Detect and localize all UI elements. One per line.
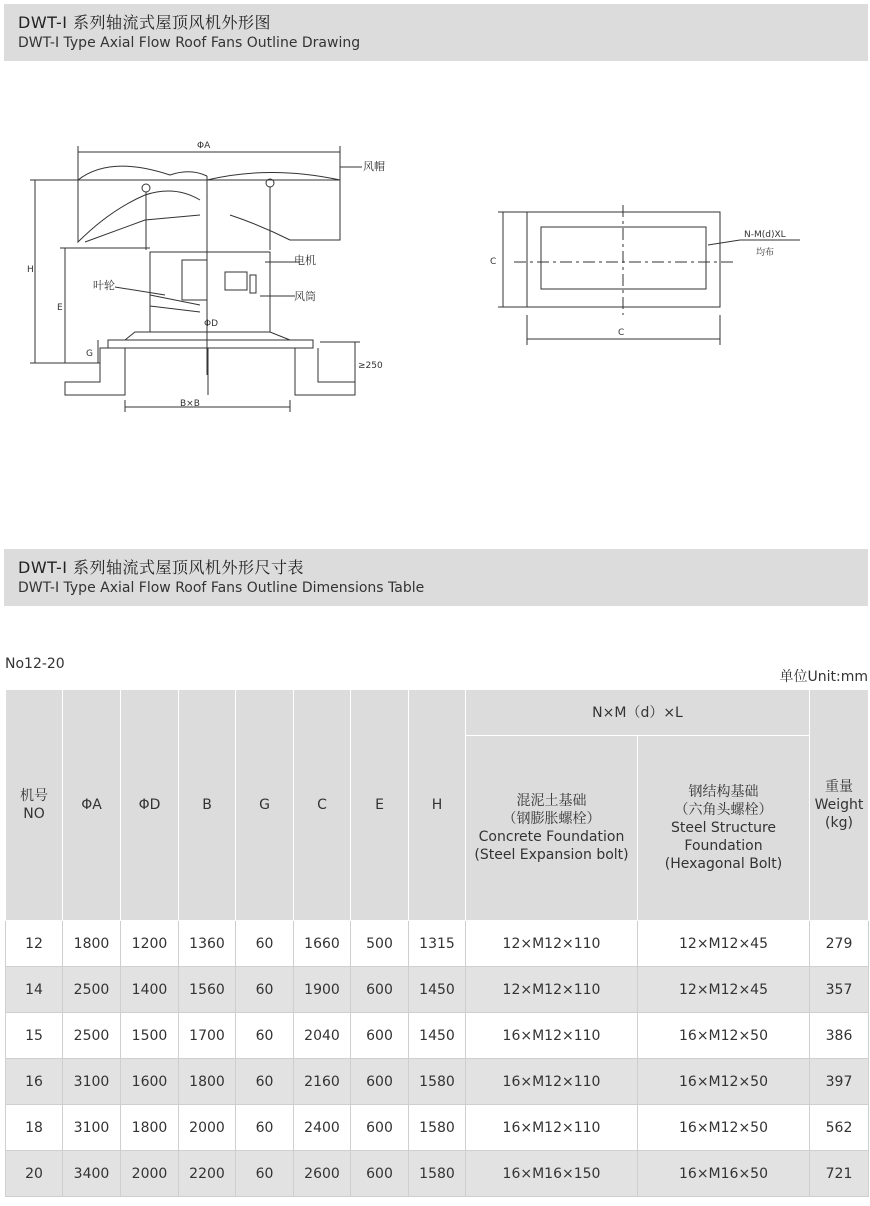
header-phi-d: ΦD bbox=[121, 690, 179, 921]
cell-e: 600 bbox=[351, 967, 409, 1013]
cell-e: 600 bbox=[351, 1013, 409, 1059]
fan-outline-drawing bbox=[0, 120, 870, 420]
cell-b: 1560 bbox=[179, 967, 236, 1013]
cell-weight: 397 bbox=[810, 1059, 869, 1105]
cell-c: 2040 bbox=[294, 1013, 351, 1059]
label-h: H bbox=[27, 265, 34, 275]
section-title-cn: DWT-I 系列轴流式屋顶风机外形尺寸表 bbox=[18, 558, 305, 577]
cell-e: 500 bbox=[351, 921, 409, 967]
cell-concrete: 16×M16×150 bbox=[466, 1151, 638, 1197]
label-e: E bbox=[57, 303, 63, 313]
table-row bbox=[6, 1151, 869, 1197]
section-header-outline-drawing bbox=[4, 4, 868, 61]
cell-steel: 16×M12×50 bbox=[638, 1059, 810, 1105]
header-g: G bbox=[236, 690, 294, 921]
table-row bbox=[6, 1059, 869, 1105]
cell-c: 2160 bbox=[294, 1059, 351, 1105]
section-title-cn: DWT-I 系列轴流式屋顶风机外形图 bbox=[18, 13, 272, 32]
label-duct: 风筒 bbox=[294, 290, 316, 303]
cell-e: 600 bbox=[351, 1059, 409, 1105]
section-title-en: DWT-I Type Axial Flow Roof Fans Outline Dimensions Table bbox=[18, 580, 425, 596]
label-motor: 电机 bbox=[294, 254, 316, 267]
header-e: E bbox=[351, 690, 409, 921]
cell-h: 1580 bbox=[409, 1151, 466, 1197]
cell-no: 14 bbox=[6, 967, 63, 1013]
cell-g: 60 bbox=[236, 1105, 294, 1151]
label-c-horizontal: C bbox=[618, 328, 625, 338]
cell-g: 60 bbox=[236, 1013, 294, 1059]
cell-weight: 279 bbox=[810, 921, 869, 967]
header-steel-foundation: 钢结构基础 （六角头螺栓） Steel Structure Foundation (Hexagonal Bolt) bbox=[638, 736, 810, 921]
cell-weight: 562 bbox=[810, 1105, 869, 1151]
cell-g: 60 bbox=[236, 1059, 294, 1105]
unit-label: 单位Unit:mm bbox=[779, 669, 868, 685]
cell-weight: 721 bbox=[810, 1151, 869, 1197]
header-b: B bbox=[179, 690, 236, 921]
cell-steel: 16×M12×50 bbox=[638, 1013, 810, 1059]
header-concrete-foundation: 混泥土基础 （钢膨胀螺栓） Concrete Foundation (Steel Expansion bolt) bbox=[466, 736, 638, 921]
cell-no: 16 bbox=[6, 1059, 63, 1105]
cell-phi-d: 2000 bbox=[121, 1151, 179, 1197]
table-row bbox=[6, 921, 869, 967]
cell-h: 1580 bbox=[409, 1105, 466, 1151]
label-evenly: 均布 bbox=[756, 248, 775, 258]
cell-concrete: 12×M12×110 bbox=[466, 967, 638, 1013]
cell-phi-d: 1200 bbox=[121, 921, 179, 967]
label-impeller: 叶轮 bbox=[93, 279, 115, 292]
table-row bbox=[6, 967, 869, 1013]
cell-phi-a: 1800 bbox=[63, 921, 121, 967]
header-nmdl: N×M（d）×L bbox=[466, 690, 810, 736]
cell-phi-d: 1500 bbox=[121, 1013, 179, 1059]
cell-e: 600 bbox=[351, 1151, 409, 1197]
label-c-vertical: C bbox=[490, 257, 497, 267]
cell-concrete: 12×M12×110 bbox=[466, 921, 638, 967]
cell-phi-d: 1800 bbox=[121, 1105, 179, 1151]
cell-b: 1360 bbox=[179, 921, 236, 967]
cell-steel: 16×M12×50 bbox=[638, 1105, 810, 1151]
cell-c: 1660 bbox=[294, 921, 351, 967]
cell-concrete: 16×M12×110 bbox=[466, 1105, 638, 1151]
cell-h: 1580 bbox=[409, 1059, 466, 1105]
cell-b: 1700 bbox=[179, 1013, 236, 1059]
cell-concrete: 16×M12×110 bbox=[466, 1013, 638, 1059]
label-ge250: ≥250 bbox=[358, 361, 383, 371]
cell-b: 2200 bbox=[179, 1151, 236, 1197]
label-nmdxl: N-M(d)XL bbox=[744, 230, 786, 240]
cell-steel: 12×M12×45 bbox=[638, 967, 810, 1013]
header-h: H bbox=[409, 690, 466, 921]
label-hood: 风帽 bbox=[363, 160, 385, 173]
cell-phi-a: 2500 bbox=[63, 1013, 121, 1059]
cell-steel: 12×M12×45 bbox=[638, 921, 810, 967]
cell-no: 18 bbox=[6, 1105, 63, 1151]
cell-h: 1450 bbox=[409, 1013, 466, 1059]
cell-b: 1800 bbox=[179, 1059, 236, 1105]
cell-weight: 386 bbox=[810, 1013, 869, 1059]
cell-no: 12 bbox=[6, 921, 63, 967]
cell-b: 2000 bbox=[179, 1105, 236, 1151]
cell-no: 20 bbox=[6, 1151, 63, 1197]
cell-phi-a: 2500 bbox=[63, 967, 121, 1013]
cell-concrete: 16×M12×110 bbox=[466, 1059, 638, 1105]
cell-h: 1450 bbox=[409, 967, 466, 1013]
label-g: G bbox=[86, 349, 93, 359]
table-row bbox=[6, 1105, 869, 1151]
cell-g: 60 bbox=[236, 921, 294, 967]
cell-steel: 16×M16×50 bbox=[638, 1151, 810, 1197]
cell-phi-d: 1400 bbox=[121, 967, 179, 1013]
cell-phi-a: 3100 bbox=[63, 1059, 121, 1105]
cell-phi-d: 1600 bbox=[121, 1059, 179, 1105]
hood-left bbox=[78, 166, 340, 180]
label-bxb: B×B bbox=[180, 399, 200, 409]
model-range: No12-20 bbox=[5, 656, 65, 672]
cell-c: 1900 bbox=[294, 967, 351, 1013]
table-row bbox=[6, 1013, 869, 1059]
cell-h: 1315 bbox=[409, 921, 466, 967]
cell-e: 600 bbox=[351, 1105, 409, 1151]
cell-g: 60 bbox=[236, 1151, 294, 1197]
motor bbox=[182, 260, 207, 300]
label-phi-a: ΦA bbox=[197, 141, 211, 151]
cell-c: 2400 bbox=[294, 1105, 351, 1151]
section-title-en: DWT-I Type Axial Flow Roof Fans Outline Drawing bbox=[18, 35, 361, 51]
curb-left bbox=[65, 348, 125, 395]
section-header-dimensions-table bbox=[4, 549, 868, 606]
header-c: C bbox=[294, 690, 351, 921]
cell-no: 15 bbox=[6, 1013, 63, 1059]
header-weight: 重量 Weight (kg) bbox=[810, 690, 869, 921]
cell-phi-a: 3100 bbox=[63, 1105, 121, 1151]
cell-phi-a: 3400 bbox=[63, 1151, 121, 1197]
label-phi-d: ΦD bbox=[204, 319, 219, 329]
header-no: 机号 NO bbox=[6, 690, 63, 921]
dimensions-table bbox=[5, 689, 869, 1197]
cell-g: 60 bbox=[236, 967, 294, 1013]
cell-weight: 357 bbox=[810, 967, 869, 1013]
header-phi-a: ΦA bbox=[63, 690, 121, 921]
cell-c: 2600 bbox=[294, 1151, 351, 1197]
